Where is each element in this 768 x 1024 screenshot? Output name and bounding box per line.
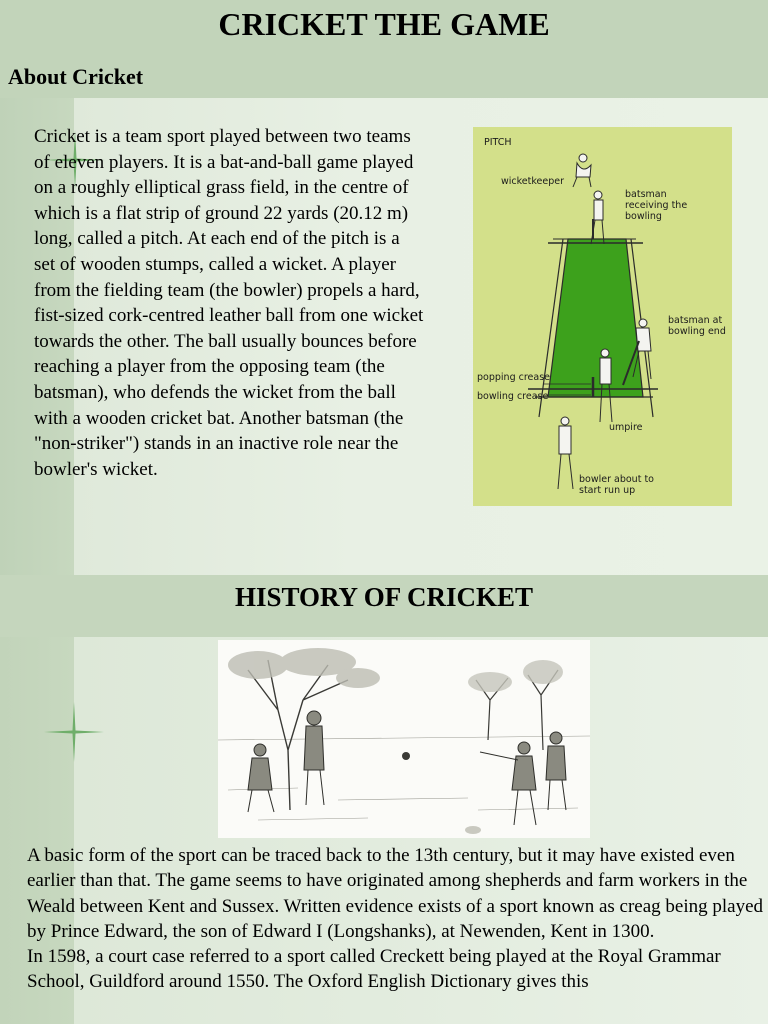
label-popping-crease: popping crease xyxy=(477,372,550,383)
label-umpire: umpire xyxy=(609,422,643,433)
history-paragraph-1: A basic form of the sport can be traced back to the 13th century, but it may have existed even earlier than that. The game seems to have originated among shepherds and farm workers in the Weald between Kent and Sussex. Written evidence exists of a sport known as creag being played by Prince Edward, the son of Edward I (Longshanks), at Newenden, Kent in 1300. xyxy=(27,845,764,942)
label-bowler-2: start run up xyxy=(579,485,636,496)
pitch-title: PITCH xyxy=(484,137,512,148)
page-title: CRICKET THE GAME xyxy=(218,6,550,42)
about-paragraph: Cricket is a team sport played between two teams of eleven players. It is a bat-and-ball game played on a roughly elliptical grass field, in the centre of which is a flat strip of ground 22 yards (20.12 m) long, called a pitch. At each end of the pitch is a set of wooden stumps, called a wicket. A player from the fielding team (the bowler) propels a hard, fist-sized cork-centred leather ball from one wicket towards the other. The ball usually bounces before reaching a player from the opposing team (the batsman), who defends the wicket from the ball with a wooden cricket bat. Another batsman (the "non-striker") stands in an inactive role near the bowler's wicket. xyxy=(34,126,424,480)
label-bowling-crease: bowling crease xyxy=(477,391,549,402)
history-illustration xyxy=(218,640,590,838)
history-heading: HISTORY OF CRICKET xyxy=(234,582,534,612)
history-text xyxy=(27,843,767,995)
label-batsman-receiving-3: bowling xyxy=(625,211,662,222)
about-heading: About Cricket xyxy=(8,64,144,89)
label-bowler: bowler about to xyxy=(579,474,654,485)
history-paragraph-2: In 1598, a court case referred to a sport called Creckett being played at the Royal Grammar School, Guildford around 1550. The Oxford English Dictionary gives this xyxy=(27,946,721,993)
label-wicketkeeper: wicketkeeper xyxy=(501,176,564,187)
sparkle-icon xyxy=(44,702,104,762)
label-batsman-receiving-2: receiving the xyxy=(625,200,688,211)
pitch-diagram xyxy=(473,127,732,506)
label-batsman-bowling-end: batsman at xyxy=(668,315,723,326)
label-batsman-receiving: batsman xyxy=(625,189,667,200)
label-batsman-bowling-end-2: bowling end xyxy=(668,326,726,337)
